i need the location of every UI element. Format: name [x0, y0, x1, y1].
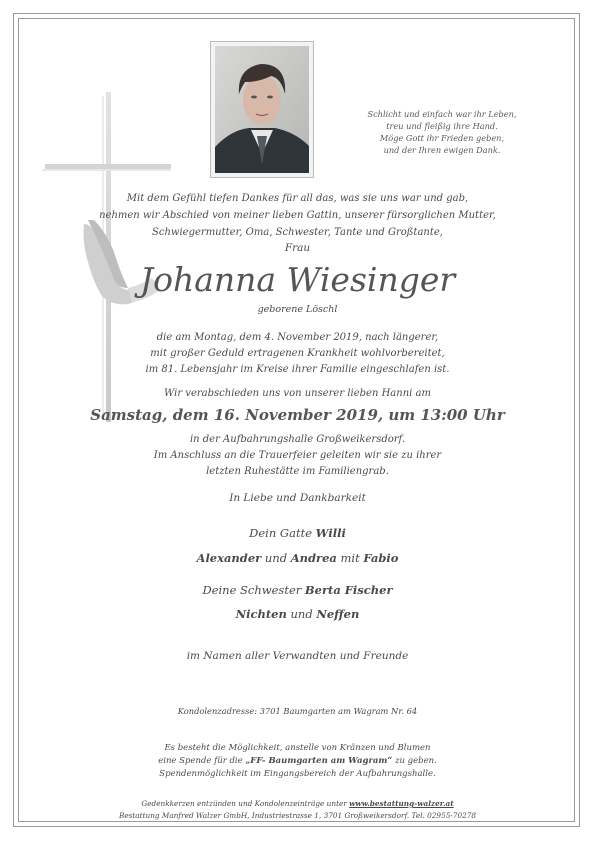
donation-text-post: zu geben.: [395, 756, 437, 766]
conjunction: und: [264, 551, 288, 565]
death-line: mit großer Geduld ertragenen Krankheit wohlvorbereitet,: [150, 348, 445, 359]
footer-text: Gedenkkerzen entzünden und Kondolenzeinträge unter: [141, 799, 347, 808]
mourner-children: [60, 551, 535, 565]
footer: [40, 798, 555, 822]
condolence-address: Kondolenzadresse: 3701 Baumgarten am Wagram Nr. 64: [177, 706, 418, 716]
conjunction: und: [290, 607, 313, 621]
donation-recipient: „FF- Baumgarten am Wagram“: [245, 756, 393, 766]
poem-line: und der Ihren ewigen Dank.: [383, 145, 501, 155]
intro-line: Mit dem Gefühl tiefen Dankes für all das, was sie uns war und gab,: [126, 193, 469, 204]
mourner-husband: [60, 526, 535, 540]
salutation: Frau: [284, 242, 311, 254]
intro-line: Schwiegermutter, Oma, Schwester, Tante und Großtante,: [152, 227, 443, 238]
conjunction: mit: [340, 551, 360, 565]
death-line: die am Montag, dem 4. November 2019, nach längerer,: [156, 332, 439, 343]
farewell-intro: Wir verabschieden uns von unserer lieben Hanni am: [164, 388, 431, 399]
death-line: im 81. Lebensjahr im Kreise ihrer Familie eingeschlafen ist.: [145, 364, 450, 375]
nephews: Neffen: [316, 607, 360, 621]
mourner-sister: [60, 583, 535, 597]
poem-line: treu und fleißig ihre Hand.: [386, 121, 498, 131]
mourner-relatives: [60, 607, 535, 621]
death-text: [60, 330, 535, 378]
grandchild-name: Fabio: [363, 551, 399, 565]
intro-text: [60, 190, 535, 241]
website-link[interactable]: www.bestattung-walzer.at: [349, 799, 454, 808]
poem-line: Schlicht und einfach war ihr Leben,: [367, 109, 517, 119]
husband-prefix: Dein Gatte: [249, 526, 312, 540]
ceremony-line: in der Aufbahrungshalle Großweikersdorf.: [189, 434, 406, 445]
sister-name: Berta Fischer: [304, 583, 393, 597]
relatives-line: im Namen aller Verwandten und Freunde: [186, 650, 409, 662]
husband-name: Willi: [315, 526, 346, 540]
footer-line: Bestattung Manfred Walzer GmbH, Industriestrasse 1, 3701 Großweikersdorf. Tel. 02955-70278: [118, 811, 477, 820]
footer-line: [40, 798, 555, 810]
donation-line: Es besteht die Möglichkeit, anstelle von Kränzen und Blumen: [164, 743, 431, 753]
maiden-name: geborene Löschl: [257, 304, 338, 315]
ceremony-line: Im Anschluss an die Trauerfeier geleiten wir sie zu ihrer: [153, 450, 442, 461]
poem-line: Möge Gott ihr Frieden geben,: [379, 133, 505, 143]
sister-prefix: Deine Schwester: [202, 583, 302, 597]
donation-text: [60, 742, 535, 781]
nieces: Nichten: [235, 607, 287, 621]
intro-line: nehmen wir Abschied von meiner lieben Gattin, unserer fürsorglichen Mutter,: [99, 210, 496, 221]
donation-line: [60, 755, 535, 768]
deceased-name: Johanna Wiesinger: [139, 260, 456, 299]
ceremony-text: [60, 432, 535, 480]
ceremony-line: letzten Ruhestätte im Familiengrab.: [206, 466, 389, 477]
child-name: Andrea: [290, 551, 337, 565]
poem: [348, 108, 536, 156]
funeral-date: Samstag, dem 16. November 2019, um 13:00 Uhr: [90, 406, 505, 424]
donation-text-pre: eine Spende für die: [158, 756, 243, 766]
portrait-photo: [210, 41, 314, 178]
love-line: In Liebe und Dankbarkeit: [229, 492, 366, 504]
donation-line: Spendenmöglichkeit im Eingangsbereich der Aufbahrungshalle.: [159, 769, 436, 779]
child-name: Alexander: [196, 551, 262, 565]
